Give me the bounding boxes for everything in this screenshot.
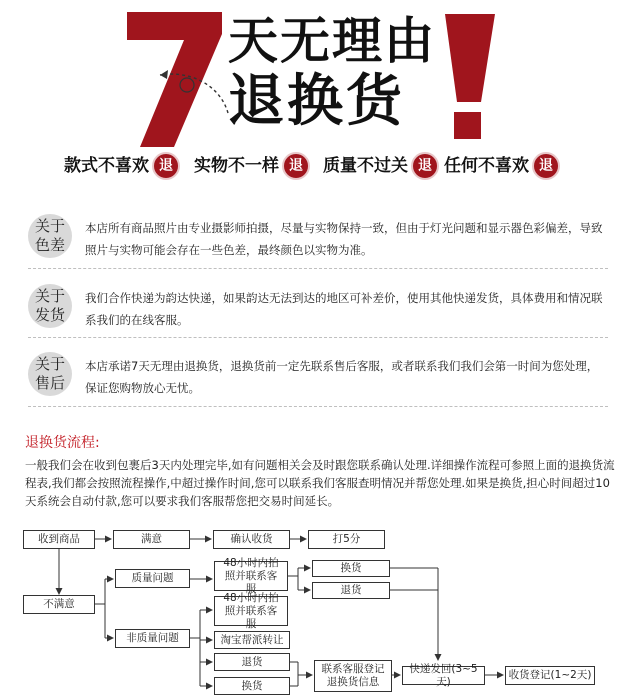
hero-title-line2: 退换货 xyxy=(228,69,405,134)
section-bubble: 关于 色差 xyxy=(28,214,72,258)
info-text: 本店承诺7天无理由退换货，退换货前一定先联系售后客服，或者联系我们我们会第一时间为您处理，保证您购物放心无忧。 xyxy=(85,359,599,395)
node-satisfied: 满意 xyxy=(113,530,190,549)
section-bubble: 关于 发货 xyxy=(28,284,72,328)
node-quality: 质量问题 xyxy=(115,569,190,588)
node-nonquality: 非质量问题 xyxy=(115,629,190,648)
node-return-quality: 退货 xyxy=(312,582,390,599)
node-unsatisfied: 不满意 xyxy=(23,595,95,614)
slogan-item: 款式不喜欢 退 xyxy=(64,152,180,180)
info-text: 本店所有商品照片由专业摄影师拍摄，尽量与实物保持一致，但由于灯光问题和显示器色彩偏差，导致照片与实物可能会存在一些色差，最终颜色以实物为准。 xyxy=(85,221,603,257)
return-badge: 退 xyxy=(282,152,310,180)
info-text: 我们合作快递为韵达快递，如果韵达无法到达的地区可补差价，使用其他快递发货，具体费用和情况联系我们的在线客服。 xyxy=(85,291,603,327)
node-exchange-quality: 换货 xyxy=(312,560,390,577)
slogan-item: 任何不喜欢 退 xyxy=(444,152,560,180)
slogan-item: 实物不一样 退 xyxy=(194,152,310,180)
node-receive: 收到商品 xyxy=(23,530,95,549)
return-badge: 退 xyxy=(532,152,560,180)
node-express: 快递发回(3~5天) xyxy=(402,666,485,685)
node-receipt: 收货登记(1~2天) xyxy=(505,666,595,685)
process-title: 退换货流程: xyxy=(25,435,100,451)
return-badge: 退 xyxy=(152,152,180,180)
hero-title-line1: 天无理由 xyxy=(228,12,436,70)
node-photo-nonquality: 48小时内拍照并联系客服 xyxy=(214,596,288,626)
node-register: 联系客服登记退换货信息 xyxy=(314,660,392,692)
node-taobao-transfer: 淘宝帮派转让 xyxy=(214,631,290,649)
return-badge: 退 xyxy=(411,152,439,180)
section-bubble: 关于 售后 xyxy=(28,352,72,396)
process-description: 一般我们会在收到包裹后3天内处理完毕,如有问题相关会及时跟您联系确认处理.详细操作流程可参照上面的退换货流程表,我们都会按照流程操作,中超过操作时间,您可以联系我们客服查明情况并帮您处理.如果是换货,担心时间超过10天系统会自动付款,您可以要求我们客服帮您把交易时间延长。 xyxy=(25,458,615,508)
slogan-item: 质量不过关 退 xyxy=(323,152,439,180)
node-photo-quality: 48小时内拍照并联系客服 xyxy=(214,561,288,591)
node-return-nonquality: 退货 xyxy=(214,653,290,671)
node-confirm: 确认收货 xyxy=(213,530,290,549)
node-five-star: 打5分 xyxy=(308,530,385,549)
node-exchange-nonquality: 换货 xyxy=(214,677,290,695)
